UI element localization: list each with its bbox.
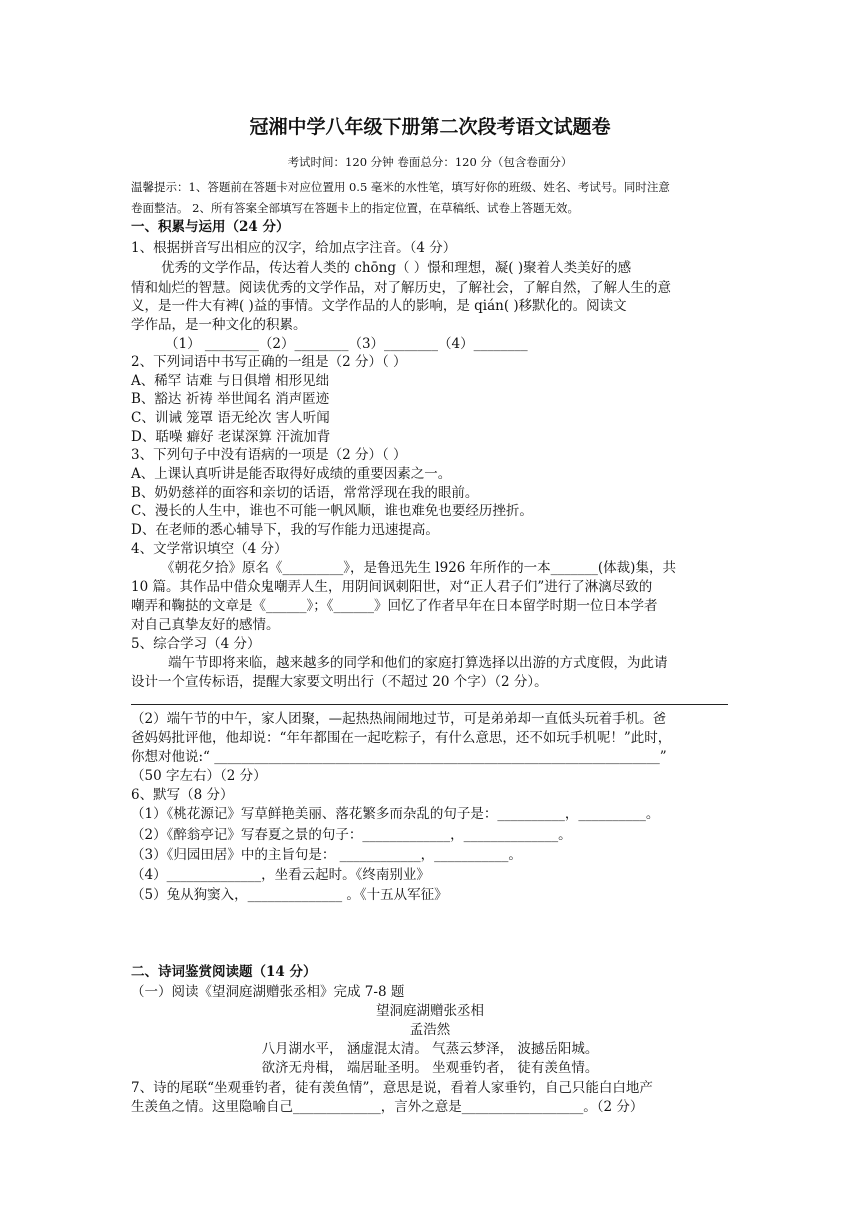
q1-text-line: 情和灿烂的智慧。阅读优秀的文学作品，对了解历史，了解社会，了解自然，了解人生的意 [131, 280, 671, 296]
poem-instruction: （一）阅读《望洞庭湖赠张丞相》完成 7-8 题 [131, 984, 405, 1000]
poem-title: 望洞庭湖赠张丞相 [376, 1003, 484, 1019]
question-2: 2、下列词语中书写正确的一组是（2 分）（ ） [131, 354, 407, 370]
question-4: 4、文学常识填空（4 分） [131, 541, 288, 557]
q1-text-line: 学作品，是一种文化的积累。 [131, 317, 307, 333]
question-3: 3、下列句子中没有语病的一项是（2 分）（ ） [131, 447, 407, 463]
q6-item: （1）《桃花源记》写草鲜艳美丽、落花繁多而杂乱的句子是：__________，__________。 [131, 806, 660, 822]
option-b: B、奶奶慈祥的面容和亲切的话语，常常浮现在我的眼前。 [131, 485, 479, 501]
option-d: D、聒噪 癖好 老谋深算 汗流加背 [131, 429, 331, 445]
poem-line: 八月湖水平， 涵虚混太清。 气蒸云梦泽， 波撼岳阳城。 [261, 1041, 599, 1057]
q5-part2-line: 爸妈妈批评他，他却说：“年年都围在一起吃粽子，有什么意思，还不如玩手机呢！”此时， [131, 730, 672, 746]
q5-part2-line: （50 字左右）（2 分） [131, 768, 267, 784]
question-6: 6、默写（8 分） [131, 787, 234, 803]
option-c: C、训诫 笼罩 语无纶次 害人听闻 [131, 410, 330, 426]
q6-item: （2）《醉翁亭记》写春夏之景的句子：_____________，______________。 [131, 827, 572, 843]
q5-part2-line: 你想对他说:“ __________________________________________________________________” [131, 749, 667, 765]
section-2-heading: 二、诗词鉴赏阅读题（14 分） [131, 964, 317, 980]
q1-answer-blanks: （1） ________（2）________（3）________（4）________ [165, 336, 528, 352]
option-a: A、稀罕 诘难 与日俱增 相形见绌 [131, 373, 330, 389]
question-7: 生羡鱼之情。这里隐喻自己_____________，言外之意是__________________。（2 分） [131, 1099, 644, 1115]
tip-line-2: 卷面整洁。 2、所有答案全部填写在答题卡上的指定位置，在草稿纸、试卷上答题无效。 [131, 201, 579, 215]
answer-line [131, 704, 728, 705]
q4-text-line: 《朝花夕拾》原名《_________》，是鲁迅先生 l926 年所作的一本_______(体裁)集，共 [161, 560, 676, 576]
exam-meta: 考试时间：120 分钟 卷面总分：120 分（包含卷面分） [287, 155, 573, 169]
option-b: B、豁达 祈祷 举世闻名 消声匿迹 [131, 391, 330, 407]
section-1-heading: 一、积累与运用（24 分） [131, 219, 290, 235]
poem-line: 欲济无舟楫， 端居耻圣明。 坐观垂钓者， 徒有羡鱼情。 [261, 1060, 599, 1076]
q5-part2-line: （2）端午节的中午，家人团聚，—起热热闹闹地过节，可是弟弟却一直低头玩着手机。爸 [131, 711, 667, 727]
q6-item: （5）兔从狗窦入，______________ 。《十五从军征》 [131, 887, 448, 903]
tip-line-1: 温馨提示：1、答题前在答题卡对应位置用 0.5 毫米的水性笔，填写好你的班级、姓名、考试号。同时注意 [131, 180, 670, 194]
q1-text-line: 优秀的文学作品，传达着人类的 chōng（ ）憬和理想，凝( )聚着人类美好的感 [161, 260, 632, 276]
option-c: C、漫长的人生中，谁也不可能一帆风顺，谁也难免也要经历挫折。 [131, 503, 533, 519]
q5-text-line: 设计一个宣传标语，提醒大家要文明出行（不超过 20 个字）（2 分）。 [131, 674, 548, 690]
q4-text-line: 10 篇。其作品中借众鬼嘲弄人生，用阴间讽刺阳世，对“正人君子们”进行了淋漓尽致的 [131, 579, 653, 595]
option-a: A、上课认真听讲是能否取得好成绩的重要因素之一。 [131, 466, 452, 482]
q6-item: （3）《归园田居》中的主旨句是： ____________，___________。 [131, 847, 522, 863]
option-d: D、在老师的悉心辅导下，我的写作能力迅速提高。 [131, 522, 439, 538]
question-5: 5、综合学习（4 分） [131, 636, 261, 652]
q4-text-line: 对自己真挚友好的感情。 [131, 617, 280, 633]
q6-item: （4）______________，坐看云起时。《终南别业》 [131, 867, 430, 883]
q5-text-line: 端午节即将来临，越来越多的同学和他们的家庭打算选择以出游的方式度假，为此请 [168, 655, 668, 671]
q4-text-line: 嘲弄和鞠挞的文章是《______》；《______》回忆了作者早年在日本留学时期一位日本学者 [131, 598, 658, 614]
exam-title: 冠湘中学八年级下册第二次段考语文试题卷 [249, 116, 611, 138]
question-7: 7、诗的尾联“坐观垂钓者，徒有羡鱼情”，意思是说，看着人家垂钓，自己只能白白地产 [131, 1080, 653, 1096]
question-1: 1、根据拼音写出相应的汉字，给加点字注音。（4 分） [131, 240, 457, 256]
q1-text-line: 义，是一件大有裨( )益的事情。文学作品的人的影响，是 qián( )移默化的。阅读文 [131, 298, 627, 314]
poem-author: 孟浩然 [409, 1022, 451, 1038]
